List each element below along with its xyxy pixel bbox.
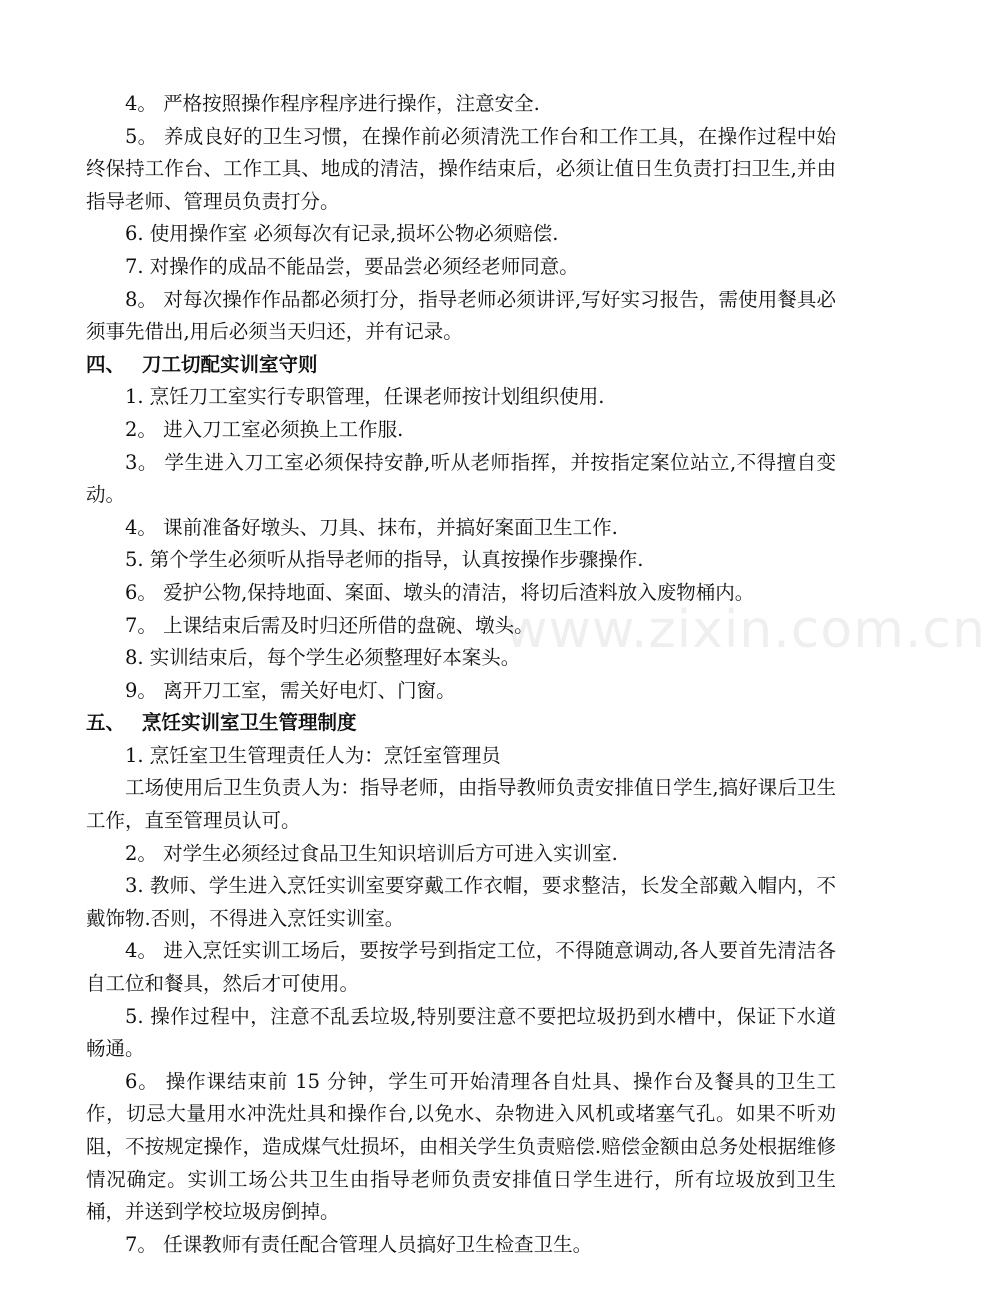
rule-item: 6. 使用操作室 必须每次有记录,损坏公物必须赔偿.: [125, 222, 559, 246]
rule-item: 4。 严格按照操作程序程序进行操作，注意安全.: [125, 92, 540, 115]
rule-item: 8。 对每次操作作品都必须打分，指导老师必须讲评,写好实习报告，需使用餐具必须事先借出,用后必须当天归还，并有记录。: [86, 287, 836, 344]
rule-item: 3。 学生进入刀工室必须保持安静,听从老师指挥，并按指定案位站立,不得擅自变动。: [86, 450, 836, 507]
rule-item: 5。 养成良好的卫生习惯，在操作前必须清洗工作台和工作工具，在操作过程中始终保持工作台、工作工具、地成的清洁，操作结束后，必须让值日生负责打扫卫生,并由指导老师、管理员负责打分。: [86, 124, 836, 213]
rule-item: 7. 对操作的成品不能品尝，要品尝必须经老师同意。: [125, 254, 579, 278]
rule-item: 2。 进入刀工室必须换上工作服.: [125, 417, 404, 441]
rule-item: 4。 课前准备好墩头、刀具、抹布，并搞好案面卫生工作.: [125, 515, 618, 539]
document-body: [86, 88, 836, 1261]
rule-item: 5. 操作过程中，注意不乱丢垃圾,特别要注意不要把垃圾扔到水槽中，保证下水道畅通。: [86, 1004, 836, 1061]
watermark: www.zixin.com.cn: [505, 600, 986, 660]
rule-item: 1. 烹饪刀工室实行专职管理，任课老师按计划组织使用.: [125, 385, 605, 409]
section-heading: [86, 707, 836, 740]
rule-item: 3. 教师、学生进入烹饪实训室要穿戴工作衣帽，要求整洁，长发全部戴入帽内，不戴饰物.否则，不得进入烹饪实训室。: [86, 874, 836, 930]
rule-item: 4。 进入烹饪实训工场后，要按学号到指定工位，不得随意调动,各人要首先清洁各自工位和餐具，然后才可使用。: [86, 939, 836, 996]
rule-item: 8. 实训结束后，每个学生必须整理好本案头。: [125, 646, 521, 670]
section-title: 刀工切配实训室守则: [142, 352, 318, 376]
rule-item: 工场使用后卫生负责人为：指导老师，由指导教师负责安排值日学生,搞好课后卫生工作，直至管理员认可。: [86, 776, 836, 833]
rule-item: 6。 操作课结束前 15 分钟，学生可开始清理各自灶具、操作台及餐具的卫生工作，切忌大量用水冲洗灶具和操作台,以免水、杂物进入风机或堵塞气孔。如果不听劝阻，不按规定操作，造成煤气灶损坏，由相关学生负责赔偿.赔偿金额由总务处根据维修情况确定。实训工场公共卫生由指导老师负责安排值日学生进行，所有垃圾放到卫生桶，并送到学校垃圾房倒掉。: [86, 1069, 836, 1224]
rule-item: 1. 烹饪室卫生管理责任人为：烹饪室管理员: [125, 743, 501, 767]
rule-item: 2。 对学生必须经过食品卫生知识培训后方可进入实训室.: [125, 841, 618, 865]
section-heading: [86, 349, 836, 382]
rule-item: 9。 离开刀工室，需关好电灯、门窗。: [125, 678, 456, 702]
section-number: 四、: [86, 352, 126, 376]
rule-item: 7。 上课结束后需及时归还所借的盘碗、墩头。: [125, 613, 534, 637]
section-title: 烹饪实训室卫生管理制度: [142, 711, 357, 735]
section-number: 五、: [86, 711, 126, 735]
rule-item: 7。 任课教师有责任配合管理人员搞好卫生检查卫生。: [125, 1232, 593, 1256]
rule-item: 6。 爱护公物,保持地面、案面、墩头的清洁，将切后渣料放入废物桶内。: [125, 580, 755, 604]
rule-item: 5. 第个学生必须听从指导老师的指导，认真按操作步骤操作.: [125, 548, 644, 572]
